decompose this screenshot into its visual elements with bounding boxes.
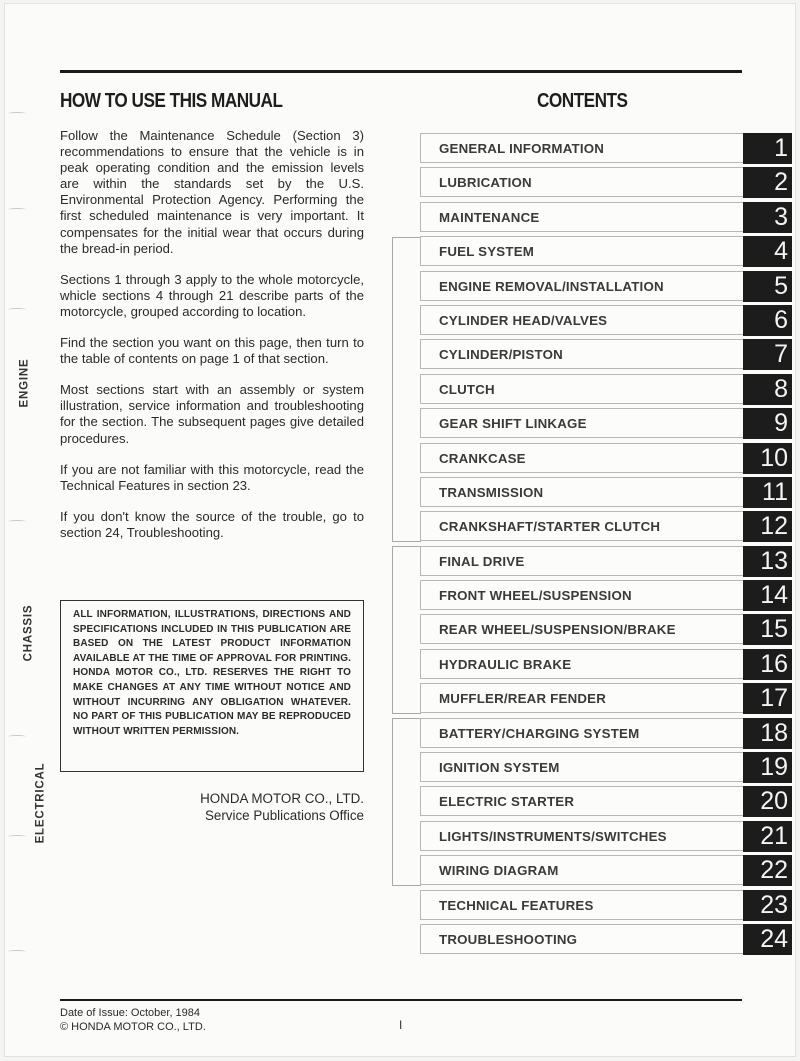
publisher-name: HONDA MOTOR CO., LTD. [200, 791, 364, 806]
toc-section-number-tab: 12 [743, 511, 792, 542]
electrical-group-label: ELECTRICAL [34, 762, 47, 844]
engine-group-label: ENGINE [18, 358, 31, 408]
toc-row[interactable] [420, 202, 792, 232]
toc-section-title: CRANKSHAFT/STARTER CLUTCH [439, 519, 661, 535]
instruction-paragraph: Follow the Maintenance Schedule (Section 3) recommendations to ensure that the vehicle is in peak operating condition and the emission levels are within the standards set by the U.S. Environmental Protection Agency. Performing the first scheduled maintenance is very important. It compensates for the initial wear that occurs during the bread-in period. [60, 128, 364, 256]
toc-row[interactable] [420, 890, 792, 920]
instruction-paragraph: If you don't know the source of the trouble, go to section 24, Troubleshooting. [60, 508, 364, 540]
toc-section-title: BATTERY/CHARGING SYSTEM [439, 725, 640, 741]
toc-row[interactable] [420, 786, 792, 816]
engine-group-bracket [392, 237, 421, 542]
electrical-group-bracket [392, 718, 421, 886]
toc-section-title: CRANKCASE [439, 450, 526, 466]
chassis-group-label: CHASSIS [22, 604, 35, 662]
toc-section-title: CYLINDER/PISTON [439, 347, 563, 363]
instruction-paragraph: Find the section you want on this page, then turn to the table of contents on page 1 of that section. [60, 335, 364, 367]
toc-section-title: WIRING DIAGRAM [439, 863, 559, 879]
toc-section-title: MUFFLER/REAR FENDER [439, 691, 607, 707]
toc-section-title: HYDRAULIC BRAKE [439, 656, 572, 672]
toc-section-title: TROUBLESHOOTING [439, 931, 578, 947]
toc-section-number-tab: 11 [743, 477, 792, 508]
toc-row[interactable] [420, 924, 792, 954]
toc-row[interactable] [420, 511, 792, 541]
toc-section-title: CYLINDER HEAD/VALVES [439, 312, 608, 328]
footer-copyright: © HONDA MOTOR CO., LTD. [60, 1021, 206, 1033]
toc-section-number-tab: 13 [743, 546, 792, 577]
toc-section-number-tab: 3 [743, 202, 792, 233]
toc-row[interactable] [420, 821, 792, 851]
toc-row[interactable] [420, 133, 792, 163]
toc-section-number-tab: 20 [743, 786, 792, 817]
toc-section-title: LUBRICATION [439, 175, 532, 191]
publisher-signature [140, 790, 364, 824]
binding-mark [8, 112, 26, 115]
toc-section-title: ELECTRIC STARTER [439, 794, 575, 810]
toc-section-title: FUEL SYSTEM [439, 244, 535, 260]
top-rule [60, 70, 742, 73]
toc-section-title: GENERAL INFORMATION [439, 141, 605, 156]
toc-section-number-tab: 14 [743, 580, 792, 611]
toc-row[interactable] [420, 683, 792, 713]
instruction-paragraph: Sections 1 through 3 apply to the whole motorcycle, whicle sections 4 through 21 describe parts of the motorcycle, grouped according to location. [60, 271, 364, 319]
contents-heading: CONTENTS [537, 90, 628, 112]
toc-section-title: TRANSMISSION [439, 484, 544, 500]
toc-row[interactable] [420, 855, 792, 885]
toc-section-title: CLUTCH [439, 381, 495, 397]
chassis-group-bracket [392, 546, 421, 714]
toc-row[interactable] [420, 649, 792, 679]
toc-section-number-tab: 6 [743, 305, 792, 336]
toc-row[interactable] [420, 305, 792, 335]
toc-row[interactable] [420, 443, 792, 473]
toc-section-number-tab: 7 [743, 339, 792, 370]
binding-mark [8, 308, 26, 311]
toc-section-number-tab: 4 [743, 236, 792, 267]
toc-section-title: FINAL DRIVE [439, 553, 525, 569]
toc-section-number-tab: 10 [743, 443, 792, 474]
how-to-use-heading: HOW TO USE THIS MANUAL [60, 90, 283, 112]
contents-list [420, 133, 792, 958]
toc-section-title: IGNITION SYSTEM [439, 760, 560, 776]
toc-section-number-tab: 24 [743, 924, 792, 955]
toc-section-title: REAR WHEEL/SUSPENSION/BRAKE [439, 622, 676, 638]
toc-section-title: LIGHTS/INSTRUMENTS/SWITCHES [439, 828, 667, 844]
publisher-office: Service Publications Office [204, 808, 364, 823]
binding-mark [8, 950, 26, 953]
toc-section-title: FRONT WHEEL/SUSPENSION [439, 588, 632, 604]
toc-row[interactable] [420, 236, 792, 266]
toc-section-title: ENGINE REMOVAL/INSTALLATION [439, 278, 664, 294]
toc-row[interactable] [420, 167, 792, 197]
toc-section-title: GEAR SHIFT LINKAGE [439, 416, 587, 432]
instructions-column [60, 128, 364, 556]
binding-mark [8, 735, 26, 738]
toc-row[interactable] [420, 271, 792, 301]
toc-section-number-tab: 15 [743, 614, 792, 645]
toc-section-number-tab: 9 [743, 408, 792, 439]
toc-row[interactable] [420, 339, 792, 369]
toc-section-number-tab: 1 [743, 133, 792, 164]
toc-section-number-tab: 5 [743, 271, 792, 302]
toc-row[interactable] [420, 546, 792, 576]
toc-section-title: MAINTENANCE [439, 209, 540, 225]
binding-mark [8, 208, 26, 211]
toc-section-number-tab: 22 [743, 855, 792, 886]
footer [60, 1006, 206, 1034]
bottom-rule [60, 999, 742, 1001]
toc-section-title: TECHNICAL FEATURES [439, 897, 594, 913]
toc-row[interactable] [420, 477, 792, 507]
issue-date: Date of Issue: October, 1984 [60, 1007, 201, 1019]
instruction-paragraph: If you are not familiar with this motorcycle, read the Technical Features in section 23. [60, 461, 364, 493]
toc-row[interactable] [420, 718, 792, 748]
toc-section-number-tab: 17 [743, 683, 792, 714]
toc-row[interactable] [420, 614, 792, 644]
instruction-paragraph: Most sections start with an assembly or system illustration, service information and troubleshooting for the section. The subsequent pages give detailed procedures. [60, 382, 364, 446]
toc-row[interactable] [420, 752, 792, 782]
toc-section-number-tab: 23 [743, 890, 792, 921]
toc-section-number-tab: 16 [743, 649, 792, 680]
toc-section-number-tab: 18 [743, 718, 792, 749]
binding-mark [8, 520, 26, 523]
toc-section-number-tab: 2 [743, 167, 792, 198]
toc-row[interactable] [420, 374, 792, 404]
toc-row[interactable] [420, 580, 792, 610]
toc-section-number-tab: 8 [743, 374, 792, 405]
toc-section-number-tab: 19 [743, 752, 792, 783]
toc-section-number-tab: 21 [743, 821, 792, 852]
page-number: I [399, 1018, 403, 1032]
copyright-notice-box: ALL INFORMATION, ILLUSTRATIONS, DIRECTIONS AND SPECIFICATIONS INCLUDED IN THIS PUBLICATION ARE BASED ON THE LATEST PRODUCT INFORMATION AVAILABLE AT THE TIME OF APPROVAL FOR PRINTING. HONDA MOTOR CO., LTD. RESERVES THE RIGHT TO MAKE CHANGES AT ANY TIME WITHOUT NOTICE AND WITHOUT INCURRING ANY OBLIGATION WHATEVER. NO PART OF THIS PUBLICATION MAY BE REPRODUCED WITHOUT WRITTEN PERMISSION. [60, 600, 364, 772]
toc-row[interactable] [420, 408, 792, 438]
binding-mark [8, 835, 26, 838]
